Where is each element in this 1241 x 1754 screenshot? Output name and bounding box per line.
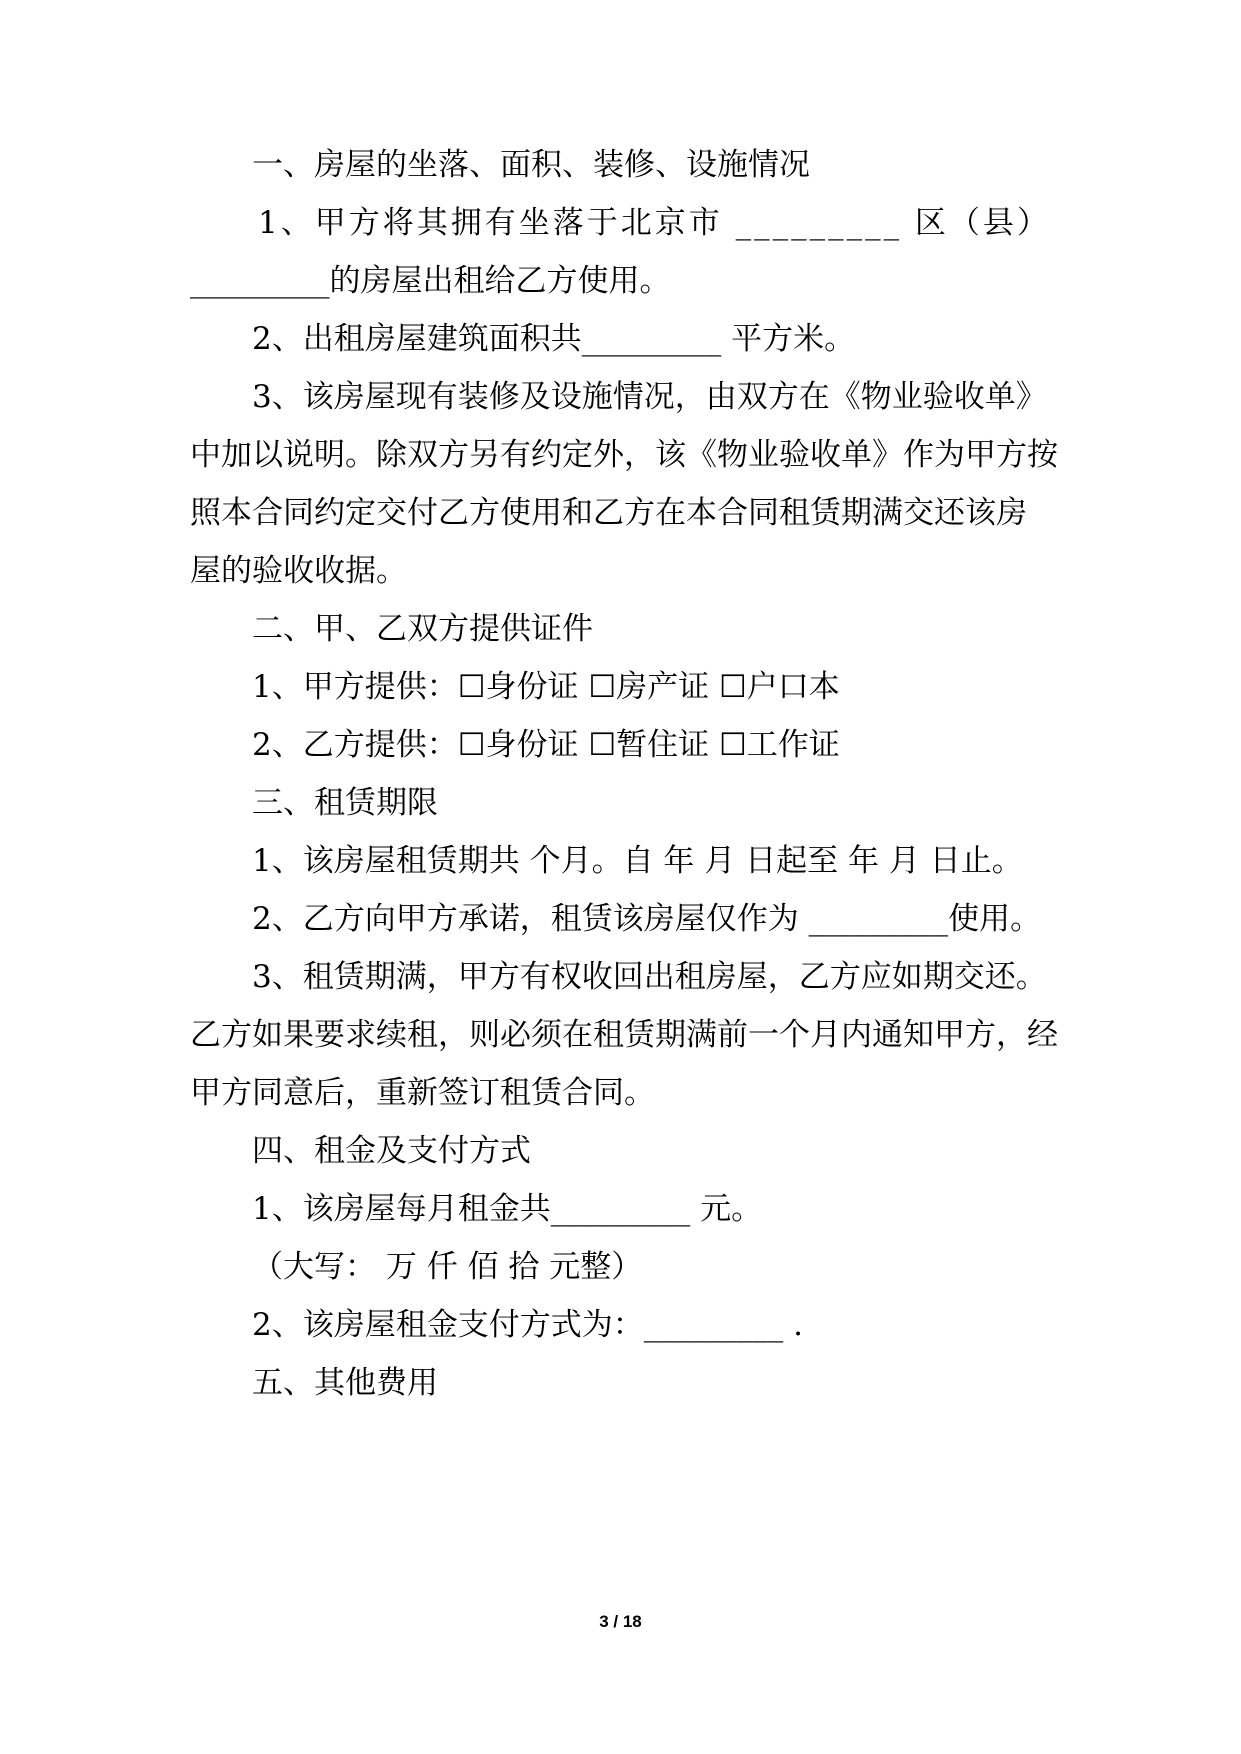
paragraph-line: 乙方如果要求续租，则必须在租赁期满前一个月内通知甲方，经 (190, 1017, 1058, 1053)
paragraph-line: 照本合同约定交付乙方使用和乙方在本合同租赁期满交还该房 (190, 495, 1027, 531)
section-heading-4: 四、租金及支付方式 (252, 1133, 531, 1169)
section-heading-3: 三、租赁期限 (252, 785, 438, 821)
paragraph-line: 2、该房屋租金支付方式为：_________ . (252, 1307, 803, 1343)
paragraph-line: 1、甲方将其拥有坐落于北京市 _________ 区（县） (258, 205, 1051, 241)
paragraph-line: 1、该房屋租赁期共 个月。自 年 月 日起至 年 月 日止。 (252, 843, 1023, 879)
section-heading-2: 二、甲、乙双方提供证件 (252, 611, 593, 647)
paragraph-line: 1、甲方提供：☐身份证 ☐房产证 ☐户口本 (252, 669, 840, 705)
paragraph-line: 2、乙方提供：☐身份证 ☐暂住证 ☐工作证 (252, 727, 840, 763)
page-number: 3 / 18 (599, 1612, 642, 1631)
paragraph-line: _________的房屋出租给乙方使用。 (190, 263, 671, 299)
paragraph-line: 3、该房屋现有装修及设施情况，由双方在《物业验收单》 (252, 379, 1047, 415)
paragraph-line: 屋的验收收据。 (190, 553, 407, 589)
paragraph-line: 2、出租房屋建筑面积共_________ 平方米。 (252, 321, 856, 357)
paragraph-line: 3、租赁期满，甲方有权收回出租房屋，乙方应如期交还。 (252, 959, 1047, 995)
section-heading-5: 五、其他费用 (252, 1365, 438, 1401)
paragraph-line: 2、乙方向甲方承诺，租赁该房屋仅作为 _________使用。 (252, 901, 1042, 937)
section-heading-1: 一、房屋的坐落、面积、装修、设施情况 (252, 147, 810, 183)
paragraph-line: 中加以说明。除双方另有约定外，该《物业验收单》作为甲方按 (190, 437, 1058, 473)
paragraph-line: 甲方同意后，重新签订租赁合同。 (190, 1075, 655, 1111)
paragraph-line: 1、该房屋每月租金共_________ 元。 (252, 1191, 763, 1227)
paragraph-line: （大写： 万 仟 佰 拾 元整） (252, 1249, 643, 1285)
